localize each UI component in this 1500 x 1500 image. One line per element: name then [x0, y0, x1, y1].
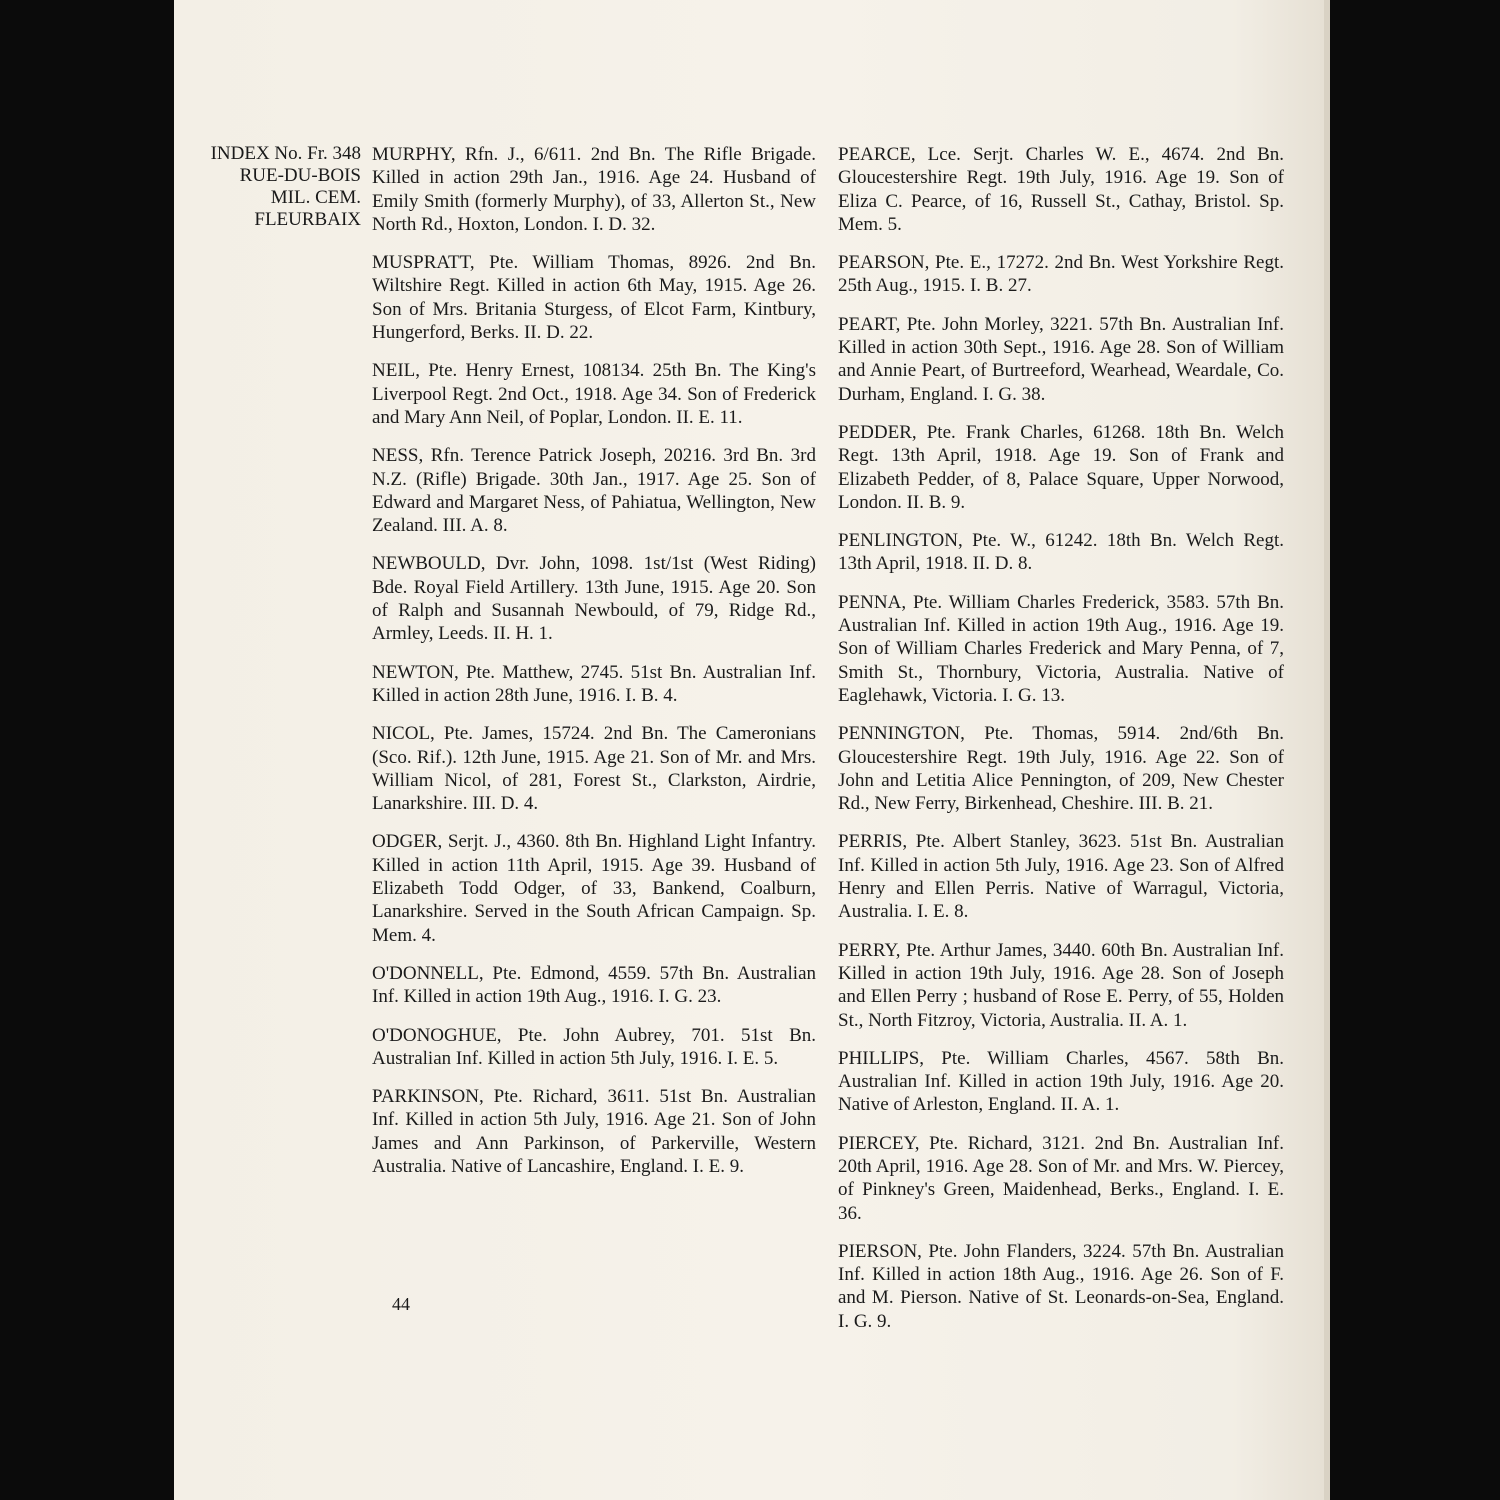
index-number: INDEX No. Fr. 348 [210, 143, 361, 164]
book-spine-edge [1324, 0, 1330, 1500]
register-entry: NEWBOULD, Dvr. John, 1098. 1st/1st (West Riding) Bde. Royal Field Artillery. 13th June, 1915. Age 20. Son of Ralph and Susannah Newbould, of 79, Ridge Rd., Armley, Leeds. II. H. 1. [372, 553, 816, 645]
register-entry: PENNA, Pte. William Charles Frederick, 3583. 57th Bn. Australian Inf. Killed in action 19th Aug., 1916. Age 19. Son of William Charles Frederick and Mary Penna, of 7, Smith St., Thornbury, Victoria, Australia. Native of Eaglehawk, Victoria. I. G. 13. [838, 591, 1284, 706]
register-entry: PENNINGTON, Pte. Thomas, 5914. 2nd/6th Bn. Gloucestershire Regt. 19th July, 1916. Age 22. Son of John and Letitia Alice Pennington, of 209, New Chester Rd., New Ferry, Birkenhead, Cheshire. III. B. 21. [838, 723, 1284, 815]
register-entry: PERRIS, Pte. Albert Stanley, 3623. 51st Bn. Australian Inf. Killed in action 5th July, 1916. Age 23. Son of Alfred Henry and Ellen Perris. Native of Warragul, Victoria, Australia. I. E. 8. [838, 831, 1284, 923]
register-entry: PERRY, Pte. Arthur James, 3440. 60th Bn. Australian Inf. Killed in action 19th July, 1916. Age 28. Son of Joseph and Ellen Perry ; husband of Rose E. Perry, of 55, Holden St., North Fitzroy, Victoria, Australia. II. A. 1. [838, 939, 1284, 1031]
register-entry: O'DONNELL, Pte. Edmond, 4559. 57th Bn. Australian Inf. Killed in action 19th Aug., 1916. I. G. 23. [372, 962, 816, 1008]
register-entry: ODGER, Serjt. J., 4360. 8th Bn. Highland Light Infantry. Killed in action 11th April, 1915. Age 39. Husband of Elizabeth Todd Odger, of 33, Bankend, Coalburn, Lanarkshire. Served in the South African Campaign. Sp. Mem. 4. [372, 831, 816, 946]
register-entry: PEART, Pte. John Morley, 3221. 57th Bn. Australian Inf. Killed in action 30th Sept., 1916. Age 28. Son of William and Annie Peart, of Burtreeford, Wearhead, Weardale, Co. Durham, England. I. G. 38. [838, 313, 1284, 405]
register-entry: NEWTON, Pte. Matthew, 2745. 51st Bn. Australian Inf. Killed in action 28th June, 1916. I. B. 4. [372, 661, 816, 706]
right-column [838, 143, 1284, 1348]
register-entry: PEARCE, Lce. Serjt. Charles W. E., 4674. 2nd Bn. Gloucestershire Regt. 19th July, 1916. Age 19. Son of Eliza C. Pearce, of 16, Russell St., Cathay, Bristol. Sp. Mem. 5. [838, 144, 1284, 235]
left-column [372, 143, 816, 1193]
register-entry: PENLINGTON, Pte. W., 61242. 18th Bn. Welch Regt. 13th April, 1918. II. D. 8. [838, 530, 1284, 575]
register-entry: NEIL, Pte. Henry Ernest, 108134. 25th Bn. The King's Liverpool Regt. 2nd Oct., 1918. Age 34. Son of Frederick and Mary Ann Neil, of Poplar, London. II. E. 11. [372, 360, 816, 428]
register-entry: MUSPRATT, Pte. William Thomas, 8926. 2nd Bn. Wiltshire Regt. Killed in action 6th May, 1915. Age 26. Son of Mrs. Britania Sturgess, of Elcot Farm, Kintbury, Hungerford, Berks. II. D. 22. [372, 252, 816, 344]
register-entry: NESS, Rfn. Terence Patrick Joseph, 20216. 3rd Bn. 3rd N.Z. (Rifle) Brigade. 30th Jan., 1917. Age 25. Son of Edward and Margaret Ness, of Pahiatua, Wellington, New Zealand. III. A. 8. [372, 445, 816, 537]
register-entry: PIERSON, Pte. John Flanders, 3224. 57th Bn. Australian Inf. Killed in action 18th Aug., 1916. Age 26. Son of F. and M. Pierson. Native of St. Leonards-on-Sea, England. I. G. 9. [838, 1240, 1284, 1332]
cemetery-type: MIL. CEM. [270, 187, 361, 208]
register-entry: NICOL, Pte. James, 15724. 2nd Bn. The Cameronians (Sco. Rif.). 12th June, 1915. Age 21. Son of Mr. and Mrs. William Nicol, of 281, Forest St., Clarkston, Airdrie, Lanarkshire. III. D. 4. [372, 723, 816, 815]
register-entry: PEDDER, Pte. Frank Charles, 61268. 18th Bn. Welch Regt. 13th April, 1918. Age 19. Son of Frank and Elizabeth Pedder, of 8, Palace Square, Upper Norwood, London. II. B. 9. [838, 421, 1284, 513]
cemetery-name: RUE-DU-BOIS [239, 165, 361, 186]
register-entry: PHILLIPS, Pte. William Charles, 4567. 58th Bn. Australian Inf. Killed in action 19th July, 1916. Age 20. Native of Arleston, England. II. A. 1. [838, 1047, 1284, 1116]
register-entry: MURPHY, Rfn. J., 6/611. 2nd Bn. The Rifle Brigade. Killed in action 29th Jan., 1916. Age 24. Husband of Emily Smith (formerly Murphy), of 33, Allerton St., New North Rd., Hoxton, London. I. D. 32. [372, 144, 816, 235]
register-entry: PARKINSON, Pte. Richard, 3611. 51st Bn. Australian Inf. Killed in action 5th July, 1916. Age 21. Son of John James and Ann Parkinson, of Parkerville, Western Australia. Native of Lancashire, England. I. E. 9. [372, 1086, 816, 1177]
page-number: 44 [392, 1294, 410, 1314]
cemetery-location: FLEURBAIX [254, 209, 361, 230]
register-entry: PIERCEY, Pte. Richard, 3121. 2nd Bn. Australian Inf. 20th April, 1916. Age 28. Son of Mr. and Mrs. W. Piercey, of Pinkney's Green, Maidenhead, Berks., England. I. E. 36. [838, 1132, 1284, 1224]
cemetery-index-header [175, 143, 361, 231]
register-entry: O'DONOGHUE, Pte. John Aubrey, 701. 51st Bn. Australian Inf. Killed in action 5th July, 1916. I. E. 5. [372, 1024, 816, 1069]
register-entry: PEARSON, Pte. E., 17272. 2nd Bn. West Yorkshire Regt. 25th Aug., 1915. I. B. 27. [838, 252, 1284, 297]
